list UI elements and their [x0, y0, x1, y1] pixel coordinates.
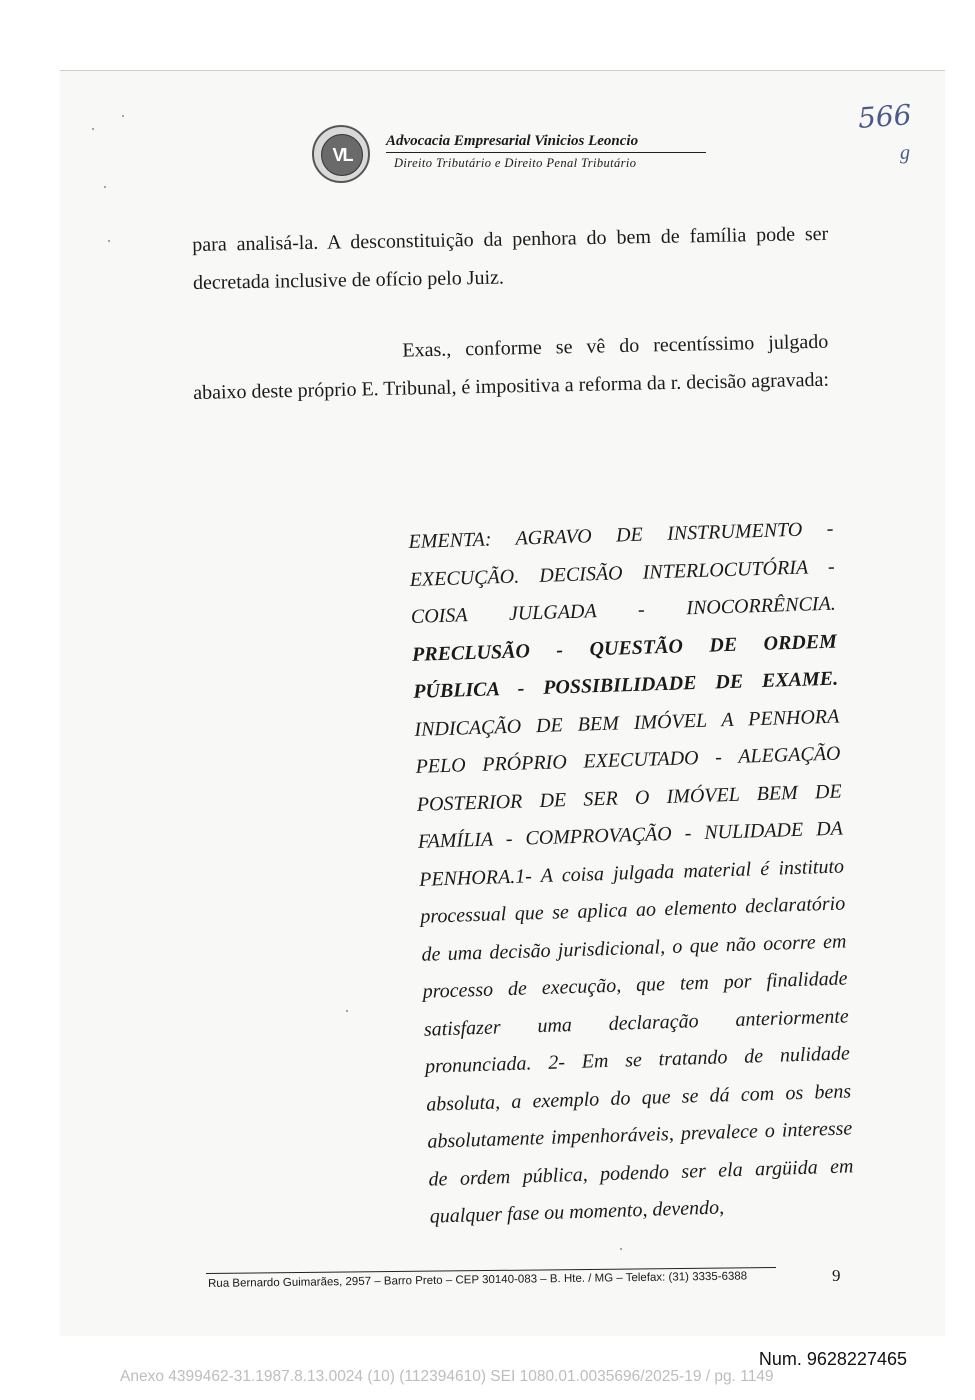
ementa-bold-section: PRECLUSÃO - QUESTÃO DE ORDEM PÚBLICA - POSSIBILIDADE DE EXAME.	[411, 630, 839, 703]
sei-watermark: Anexo 4399462-31.1987.8.13.0024 (10) (112394610) SEI 1080.01.0035696/2025-19 / pg. 1149	[120, 1368, 774, 1385]
ementa-quote	[408, 511, 855, 1236]
ementa-heading: EMENTA: AGRAVO DE INSTRUMENTO - EXECUÇÃO. DECISÃO INTERLOCUTÓRIA - COISA JULGADA - INOCORRÊNCIA.	[408, 517, 837, 628]
ementa-body: INDICAÇÃO DE BEM IMÓVEL A PENHORA PELO PRÓPRIO EXECUTADO - ALEGAÇÃO POSTERIOR DE SER O IMÓVEL BEM DE FAMÍLIA - COMPROVAÇÃO - NULIDADE DA PENHORA.1- A coisa julgada material é instituto processual que se aplica ao elemento declaratório de uma decisão jurisdicional, o que não ocorre em processo de execução, que tem por finalidade satisfazer uma declaração anteriormente pronunciada. 2- Em se tratando de nulidade absoluta, a exemplo do que se dá com os bens absolutamente impenhoráveis, prevalece o interesse de ordem pública, podendo ser ela argüida em qualquer fase ou momento, devendo,	[414, 705, 854, 1228]
scan-speck	[620, 1248, 622, 1250]
scan-speck	[108, 240, 110, 242]
document-number-stamp: Num. 9628227465	[758, 1349, 907, 1369]
firm-logo-mark: VL	[321, 134, 363, 176]
scan-speck	[92, 128, 94, 130]
handwritten-page-number: 566	[856, 98, 913, 135]
scan-speck	[122, 115, 124, 117]
footer-address: Rua Bernardo Guimarães, 2957 – Barro Preto – CEP 30140-083 – B. Hte. / MG – Telefax: (31) 3335-6388	[208, 1270, 748, 1290]
body-paragraph-2	[192, 323, 829, 412]
firm-name: Advocacia Empresarial Vinicios Leoncio	[386, 133, 706, 153]
footer-page-number: 9	[832, 1266, 841, 1285]
handwritten-initial: g	[900, 142, 910, 164]
firm-logo	[312, 125, 370, 183]
paragraph-indent	[193, 357, 403, 361]
letterhead	[312, 125, 712, 185]
firm-subtitle: Direito Tributário e Direito Penal Tributário	[394, 156, 637, 170]
body-paragraph-1: para analisá-la. A desconstituição da penhora do bem de família pode ser decretada inclusive de ofício pelo Juiz.	[192, 222, 829, 294]
scan-speck	[346, 1010, 348, 1012]
body-paragraph-2-text: Exas., conforme se vê do recentíssimo julgado abaixo deste próprio E. Tribunal, é impositiva a reforma da r. decisão agravada:	[192, 330, 830, 404]
scan-speck	[104, 186, 106, 188]
